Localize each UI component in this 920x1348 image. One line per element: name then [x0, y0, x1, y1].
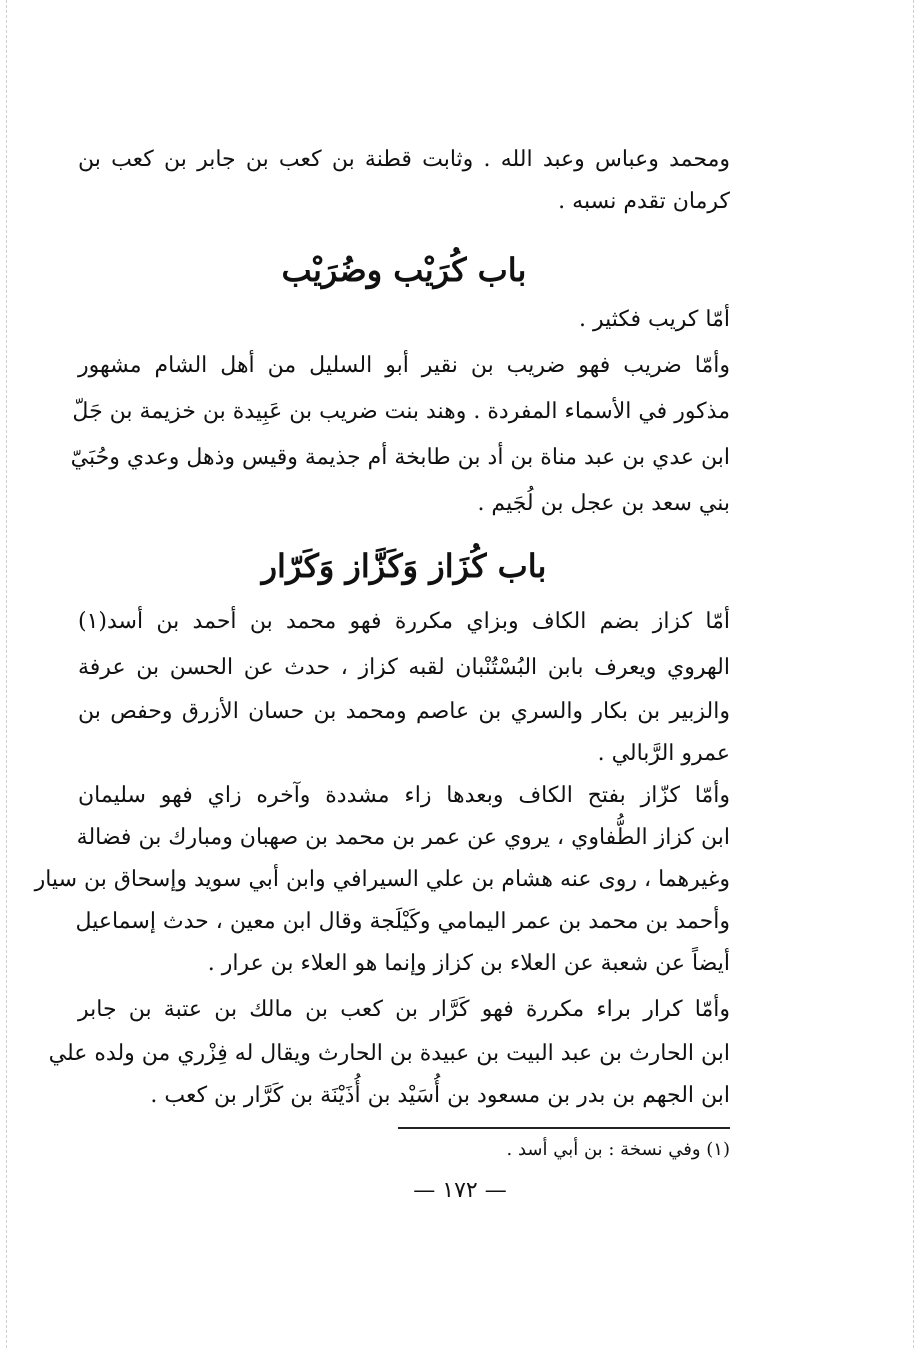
page-number: — ١٧٢ — — [413, 1178, 507, 1203]
text-line: وأمّا ضريب فهو ضريب بن نقير أبو السليل من أهل الشام مشهور — [78, 353, 730, 378]
text-line: عمرو الرَّبالي . — [597, 741, 730, 766]
text-line: مذكور في الأسماء المفردة . وهند بنت ضريب بن عَبِيدة بن خزيمة بن جَلّ — [72, 399, 730, 424]
text-line: وأمّا كزّاز بفتح الكاف وبعدها زاء مشددة وآخره زاي فهو سليمان — [78, 783, 730, 808]
footnote-rule — [398, 1127, 730, 1129]
text-line: ابن الجهم بن بدر بن مسعود بن أُسَيْد بن أُذَيْنَة بن كَرَّار بن كعب . — [150, 1083, 730, 1108]
text-line: ابن كزاز الطُّفاوي ، يروي عن عمر بن محمد بن صهبان ومبارك بن فضالة — [76, 825, 730, 850]
text-line: والزبير بن بكار والسري بن عاصم ومحمد بن حسان الأزرق وحفص بن — [78, 699, 730, 724]
text-line: ابن الحارث بن عبد البيت بن عبيدة بن الحارث ويقال له فِزْري من ولده علي — [48, 1041, 730, 1066]
text-line: وغيرهما ، روى عنه هشام بن علي السيرافي وابن أبي سويد وإسحاق بن سيار — [34, 867, 730, 892]
section-heading-kurayb: باب كُرَيْب وضُرَيْب — [281, 251, 527, 289]
text-line: كرمان تقدم نسبه . — [558, 189, 730, 214]
text-line: ابن عدي بن عبد مناة بن أد بن طابخة أم جذيمة وقيس وذهل وعدي وحُبَيّ — [70, 445, 730, 470]
footnote: (١) وفي نسخة : بن أبي أسد . — [506, 1139, 730, 1160]
text-line: وأحمد بن محمد بن عمر اليمامي وكَيْلَجة وقال ابن معين ، حدث إسماعيل — [75, 909, 730, 934]
text-line: بني سعد بن عجل بن لُجَيم . — [477, 491, 730, 516]
text-line: ومحمد وعباس وعبد الله . وثابت قطنة بن كعب بن جابر بن كعب بن — [78, 147, 730, 172]
page-edge-left — [6, 0, 7, 1348]
text-line: أمّا كزاز بضم الكاف وبزاي مكررة فهو محمد بن أحمد بن أسد(١) — [78, 609, 730, 634]
section-heading-kazaz: باب كُزَاز وَكَزَّاز وَكَرّار — [261, 547, 547, 585]
text-line: وأمّا كرار براء مكررة فهو كَرَّار بن كعب بن مالك بن عتبة بن جابر — [78, 997, 730, 1022]
text-line: أيضاً عن شعبة عن العلاء بن كزاز وإنما هو العلاء بن عرار . — [207, 951, 730, 976]
text-line: الهروي ويعرف بابن البُسْتُنْبان لقبه كزاز ، حدث عن الحسن بن عرفة — [78, 655, 730, 680]
page-edge-right — [913, 0, 914, 1348]
text-line: أمّا كريب فكثير . — [579, 307, 730, 332]
